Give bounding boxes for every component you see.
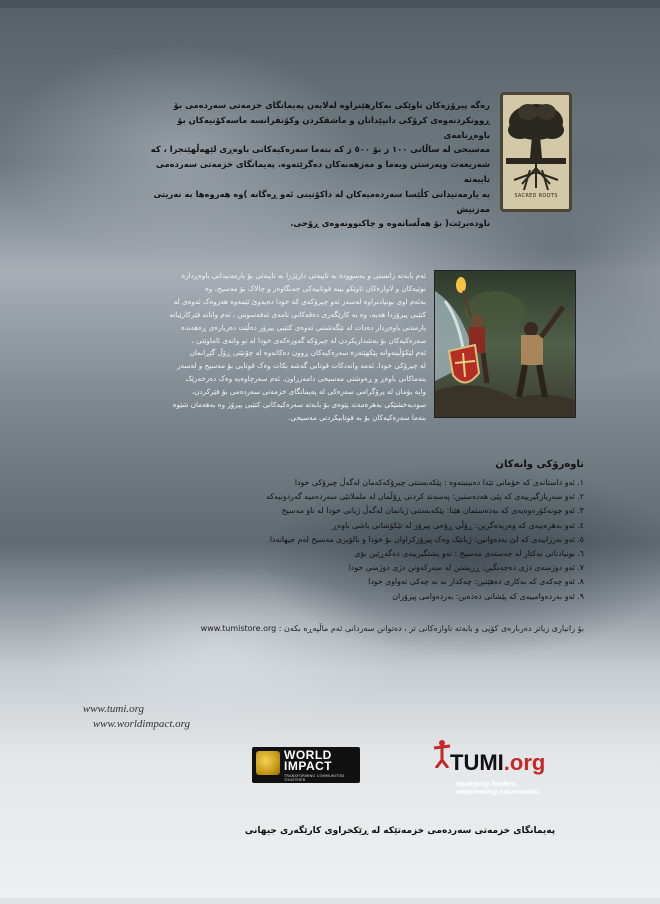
description-line: یارمەتی باوەڕدار دەدات لە تێگەشتنی ئەوەی کتێبی پیرۆز دەڵێت دەربارەی ڕەهەندە bbox=[181, 322, 426, 332]
footer-text: پەیمانگای خزمەتی سەردەمی خزمەتێکە لە ڕێکخراوی کارێگەری جیهانی bbox=[244, 826, 556, 836]
world-impact-logo bbox=[252, 747, 360, 783]
lesson-item: ٧. ئەو دوژمنەی دژی دەجەنگین: ڕزیشتن لە سەرکەوتن دژی دوژمنی خودا bbox=[348, 563, 584, 573]
world-impact-title-line: IMPACT bbox=[284, 759, 333, 773]
description-line: سودبەخشێکی بەهرەمەند پێوەی بۆ بابەتە سەرەکیەکانی کتێبی پیرۆز وە بەهەمان شێوە bbox=[172, 400, 426, 410]
description-line: بەئەم اوی بونیادنراوە لەسەر ئەو چیرۆکەی کە خودا دەیەوێ ئێمەوە هەروەک ئەوەی لە bbox=[173, 296, 426, 306]
bottom-border bbox=[0, 898, 660, 904]
intro-line: ناودەبرێت( بۆ هەڵسانەوە و چاکبوونەوەی ڕۆحی. bbox=[290, 218, 490, 229]
cover-painting bbox=[434, 270, 576, 418]
description-paragraph bbox=[64, 270, 426, 425]
description-line: بنەما سەرەکیەکان بۆ بە قوتابیکردنی مەسیحی. bbox=[288, 412, 426, 422]
lessons-list bbox=[130, 476, 584, 604]
lesson-item: ٩. ئەو بەردەوامییەی کە پێشانی دەدەین: بەردەوامی پیرۆزان bbox=[392, 591, 584, 601]
world-impact-title-line: WORLD bbox=[284, 748, 332, 762]
tumi-figure-icon bbox=[432, 738, 452, 768]
tumi-tagline: equipping leaders. bbox=[456, 781, 518, 788]
world-impact-subtitle: TRANSFORMING COMMUNITIES TOGETHER bbox=[284, 774, 345, 782]
store-info-line[interactable]: بۆ زانیاری زیاتر دەربارەی کۆپی و بابەتە ناوازەکانی تر ، دەتوانن سەردانی ئەم ماڵپەڕە بکەن : www.tumistore.org bbox=[200, 624, 584, 633]
logo-caption: SACRED ROOTS bbox=[514, 193, 558, 199]
intro-paragraph bbox=[150, 98, 490, 231]
tumi-name bbox=[450, 750, 545, 776]
world-impact-title bbox=[284, 750, 332, 772]
description-line: ئەم بابەتە زانستی و بەسوودە بە تایبەتی دارێژرا بە تایبەتی بۆ یارمەتیدانی باوەڕدارە bbox=[181, 271, 426, 280]
intro-line: بە یارمەتیدانی کڵێسا سەردەمیەکان لە داکۆتینی ئەو ڕەگانە )وە هەروەها بە نەریتی مەزنیش bbox=[153, 188, 490, 214]
lesson-item: ٣. ئەو چونەکۆرەوەیەی کە بەدەستمان هێنا: پێکەبستنی ژیانمان لەگەڵ ژیانی خودا لە ناو مەسیح bbox=[281, 506, 584, 516]
tumi-tagline: empowering movements. bbox=[456, 789, 541, 796]
description-line: لە چیرۆکی خودا. ئەمە وانەدکات قوتابی گەشە بکات وەک قوتابی بۆ مەسیح و لەسەر bbox=[177, 361, 426, 371]
description-line: نوێیەکان و لاوازەکان ئاوێکو بینە قوتابیەکی جەنگاوەر و چالاک بۆ مەسیح، وە bbox=[205, 283, 426, 293]
tumi-website-link[interactable]: www.tumi.org bbox=[82, 703, 144, 715]
globe-icon bbox=[256, 751, 280, 775]
top-border bbox=[0, 0, 660, 8]
lesson-item: ٤. ئەو بەهرەییەی کە وەریدەگرین: ڕۆڵی ڕۆحی پیرۆز لە تێکۆشانی باشی باوەڕ bbox=[332, 520, 584, 530]
description-line: بنەماکانی باوەڕ و ڕەوشتی مەسیحی دامەزراون. ئەم سەرچاوەیە وەک دەرخەرێک bbox=[185, 374, 426, 384]
lesson-item: ٦. بونیادنانی بەکتار لە جەستەی مەسیح : ئەو پشتگیرییەی دەگەڕێین بۆی bbox=[354, 549, 584, 559]
intro-line: رەگە پیرۆزەکان ناوێکی بەکارهێنراوە لەلایەن پەیمانگای خزمەتی سەردەمی بۆ bbox=[173, 100, 490, 110]
lesson-item: ١. ئەو داستانەی کە خۆمانی تێدا دەبینینەوە : پێکەبستنی چیرۆکەکەمان لەگەڵ چیرۆکی خودا bbox=[294, 478, 584, 487]
lesson-item: ٥. ئەو بەرزاییەی کە لێ یەدەوانین: ژیانێک وەک پیرۆزکراوان بۆ خودا و بالۆیزی مەسیح لەم جیهانەدا bbox=[269, 534, 584, 544]
lesson-item: ٨. ئەو چەکەی کە بەکاری دەهێنین: چەکدار بە بە چەکی تەواوی خودا bbox=[368, 577, 584, 587]
tumi-name-suffix: .org bbox=[503, 750, 546, 775]
description-line: ئەم لێکۆڵینەوانە پێکهێنەرە سەرەکیەکان ڕوون دەکاتەوە لە چۆنێتی ڕۆڵ گێڕانمان bbox=[189, 348, 426, 358]
description-line: سەرەکیەکان بۆ بەشداریکردن لە چیرۆکە گەورەکەی خودا لە نو وانەی ئاماوێتی ، bbox=[191, 335, 426, 345]
tumi-name-prefix: TUMI bbox=[450, 750, 504, 775]
description-line: کتێبی پیرۆزدا هەیە، وە بە کارێگەری دەقەکانی نامەی ئەفەسوس ، ئەم وانانە فێرکارێیانە bbox=[169, 309, 426, 319]
lesson-item: ٢. ئەو سەربازگیرییەی کە پێی هەدەستین: پەسەند کردنی ڕۆڵمان لە ململانێی سەردەمیە گەردونیەکە bbox=[266, 492, 584, 502]
tree-icon bbox=[506, 100, 566, 192]
intro-line: ڕوونکردنەوەی کرۆکی دانپێدانان و ماشقکردن وکۆنفرانسە ماسەکۆنیەکان بۆ باوەڕنامەی bbox=[177, 114, 490, 140]
worldimpact-website-link[interactable]: www.worldimpact.org bbox=[92, 718, 190, 730]
description-line: وایە بۆمان لە پرۆگرامی سەرەکی لە پەیمانگای خزمەتی سەردەمی بۆ فێرکردن، bbox=[191, 387, 426, 397]
tumi-logo bbox=[428, 738, 568, 796]
intro-line: شەریعەت وپەرستن ویەما و مەزهەبەکان دەگرێتەوە. پەیمانگای خزمەتی سەردەمی تایبەتە bbox=[155, 159, 490, 184]
sacred-roots-logo bbox=[500, 92, 572, 212]
intro-line: مەسیحی لە ساڵانی ١٠٠ ز بۆ ٥٠٠ ز کە بنەما سەرەکیەکانی باوەڕی لێهەڵهێنجرا ، کە bbox=[150, 144, 490, 155]
lessons-heading: ناوەرۆکی وانەکان bbox=[495, 459, 584, 470]
